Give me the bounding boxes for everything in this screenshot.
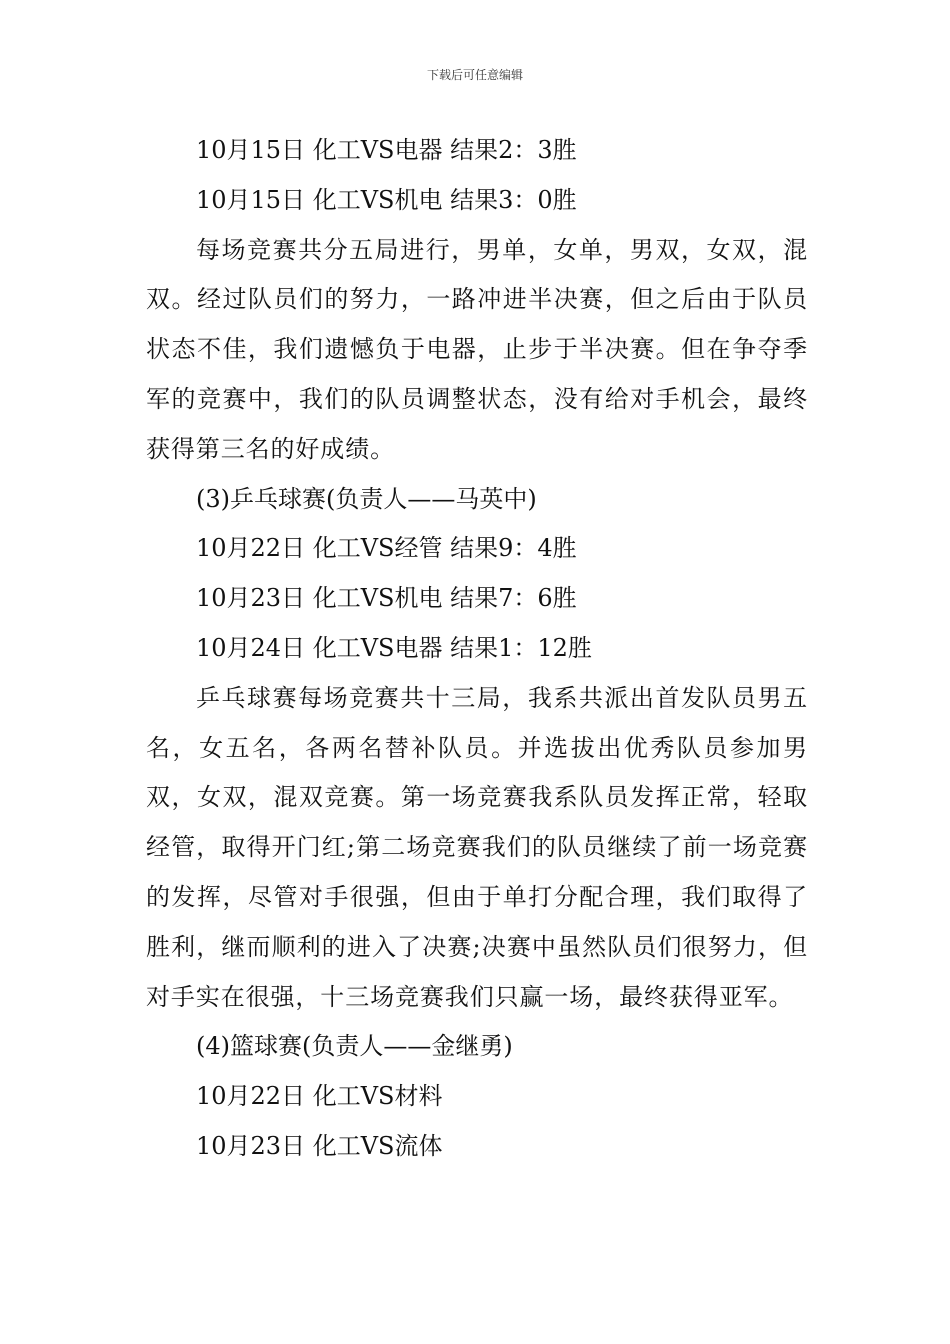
match-line: 10月22日 化工VS材料 [196,1082,443,1111]
match-line: 10月23日 化工VS流体 [196,1131,443,1160]
table-tennis-summary-paragraph: 乒乓球赛每场竞赛共十三局，我系共派出首发队员男五名，女五名，各两名替补队员。并选拔出优秀队员参加男双，女双，混双竞赛。第一场竞赛我系队员发挥正常，轻取经管，取得开门红;第二场竞赛我们的队员继续了前一场竞赛的发挥，尽管对手很强，但由于单打分配合理，我们取得了胜利，继而顺利的进入了决赛;决赛中虽然队员们很努力，但对手实在很强，十三场竞赛我们只赢一场，最终获得亚军。 [146,683,808,1011]
section-heading-table-tennis: (3)乒乓球赛(负责人——马英中) [196,484,537,513]
match-result-line: 10月22日 化工VS经管 结果9：4胜 [196,534,577,563]
document-body [146,126,808,1172]
badminton-summary-paragraph: 每场竞赛共分五局进行，男单，女单，男双，女双，混双。经过队员们的努力，一路冲进半决赛，但之后由于队员状态不佳，我们遗憾负于电器，止步于半决赛。但在争夺季军的竞赛中，我们的队员调整状态，没有给对手机会，最终获得第三名的好成绩。 [146,235,808,463]
header-note: 下载后可任意编辑 [426,68,523,82]
match-result-line: 10月15日 化工VS电器 结果2：3胜 [196,136,577,164]
match-result-line: 10月24日 化工VS电器 结果1：12胜 [196,633,592,662]
section-heading-basketball: (4)篮球赛(负责人——金继勇) [196,1032,513,1061]
match-result-line: 10月23日 化工VS机电 结果7：6胜 [196,584,577,613]
match-result-line: 10月15日 化工VS机电 结果3：0胜 [196,185,577,214]
